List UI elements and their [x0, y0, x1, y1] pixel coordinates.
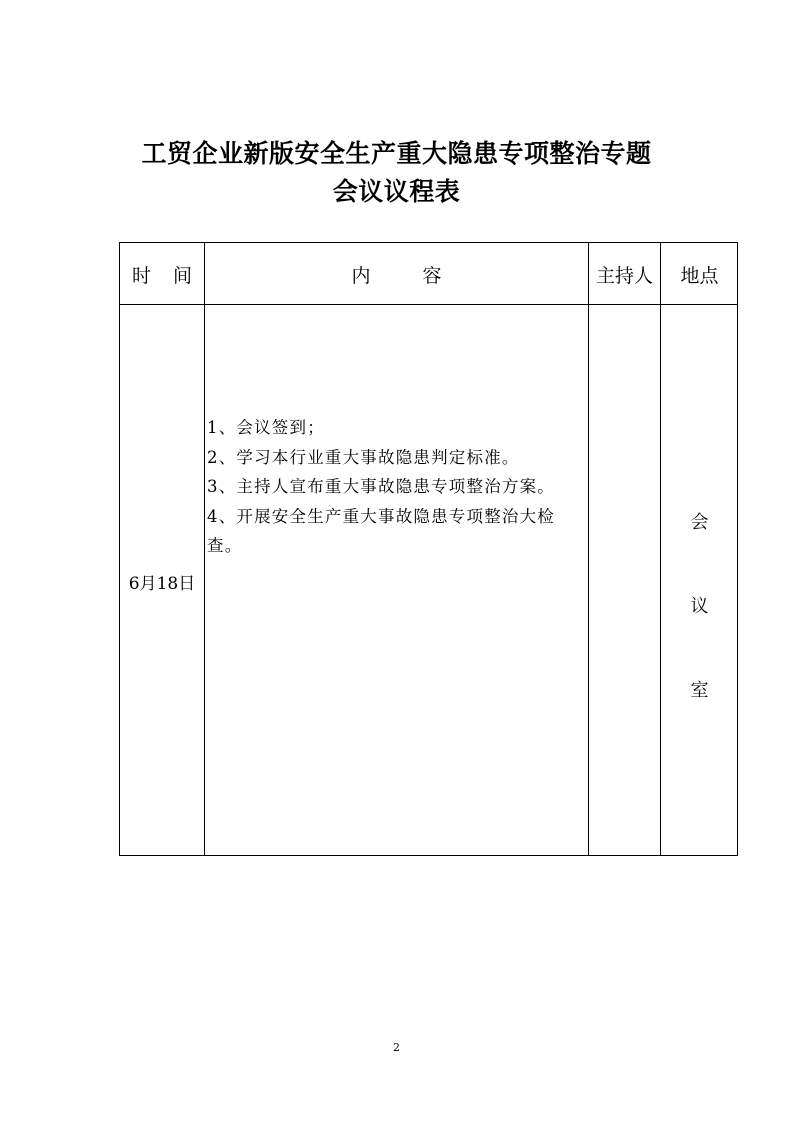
- place-char: 议: [690, 596, 709, 617]
- page-number: 2: [393, 1041, 400, 1054]
- header-content-char-1: 内: [351, 264, 371, 287]
- header-host: 主持人: [595, 264, 653, 287]
- header-content-char-2: 容: [422, 264, 442, 287]
- agenda-item: 1、会议签到；: [207, 418, 325, 437]
- agenda-item: 查。: [207, 536, 243, 555]
- header-place: 地点: [680, 264, 719, 287]
- place-cell: [661, 305, 738, 857]
- host-cell: [589, 305, 660, 857]
- place-char: 室: [690, 680, 709, 701]
- agenda-item: 2、学习本行业重大事故隐患判定标准。: [207, 447, 520, 467]
- agenda-table: [119, 242, 738, 856]
- place-char: 会: [690, 512, 709, 533]
- date-cell: 6月18日: [128, 573, 196, 594]
- document-title-line-1: 工贸企业新版安全生产重大隐患专项整治专题: [141, 139, 652, 168]
- header-time: 时 间: [131, 264, 201, 287]
- agenda-item: 4、开展安全生产重大事故隐患专项整治大检: [207, 506, 555, 526]
- agenda-items: [207, 413, 587, 561]
- header-content: [205, 243, 588, 305]
- document-title-line-2: 会议议程表: [332, 177, 461, 206]
- column-divider: [204, 243, 205, 855]
- agenda-item: 3、主持人宣布重大事故隐患专项整治方案。: [207, 477, 555, 496]
